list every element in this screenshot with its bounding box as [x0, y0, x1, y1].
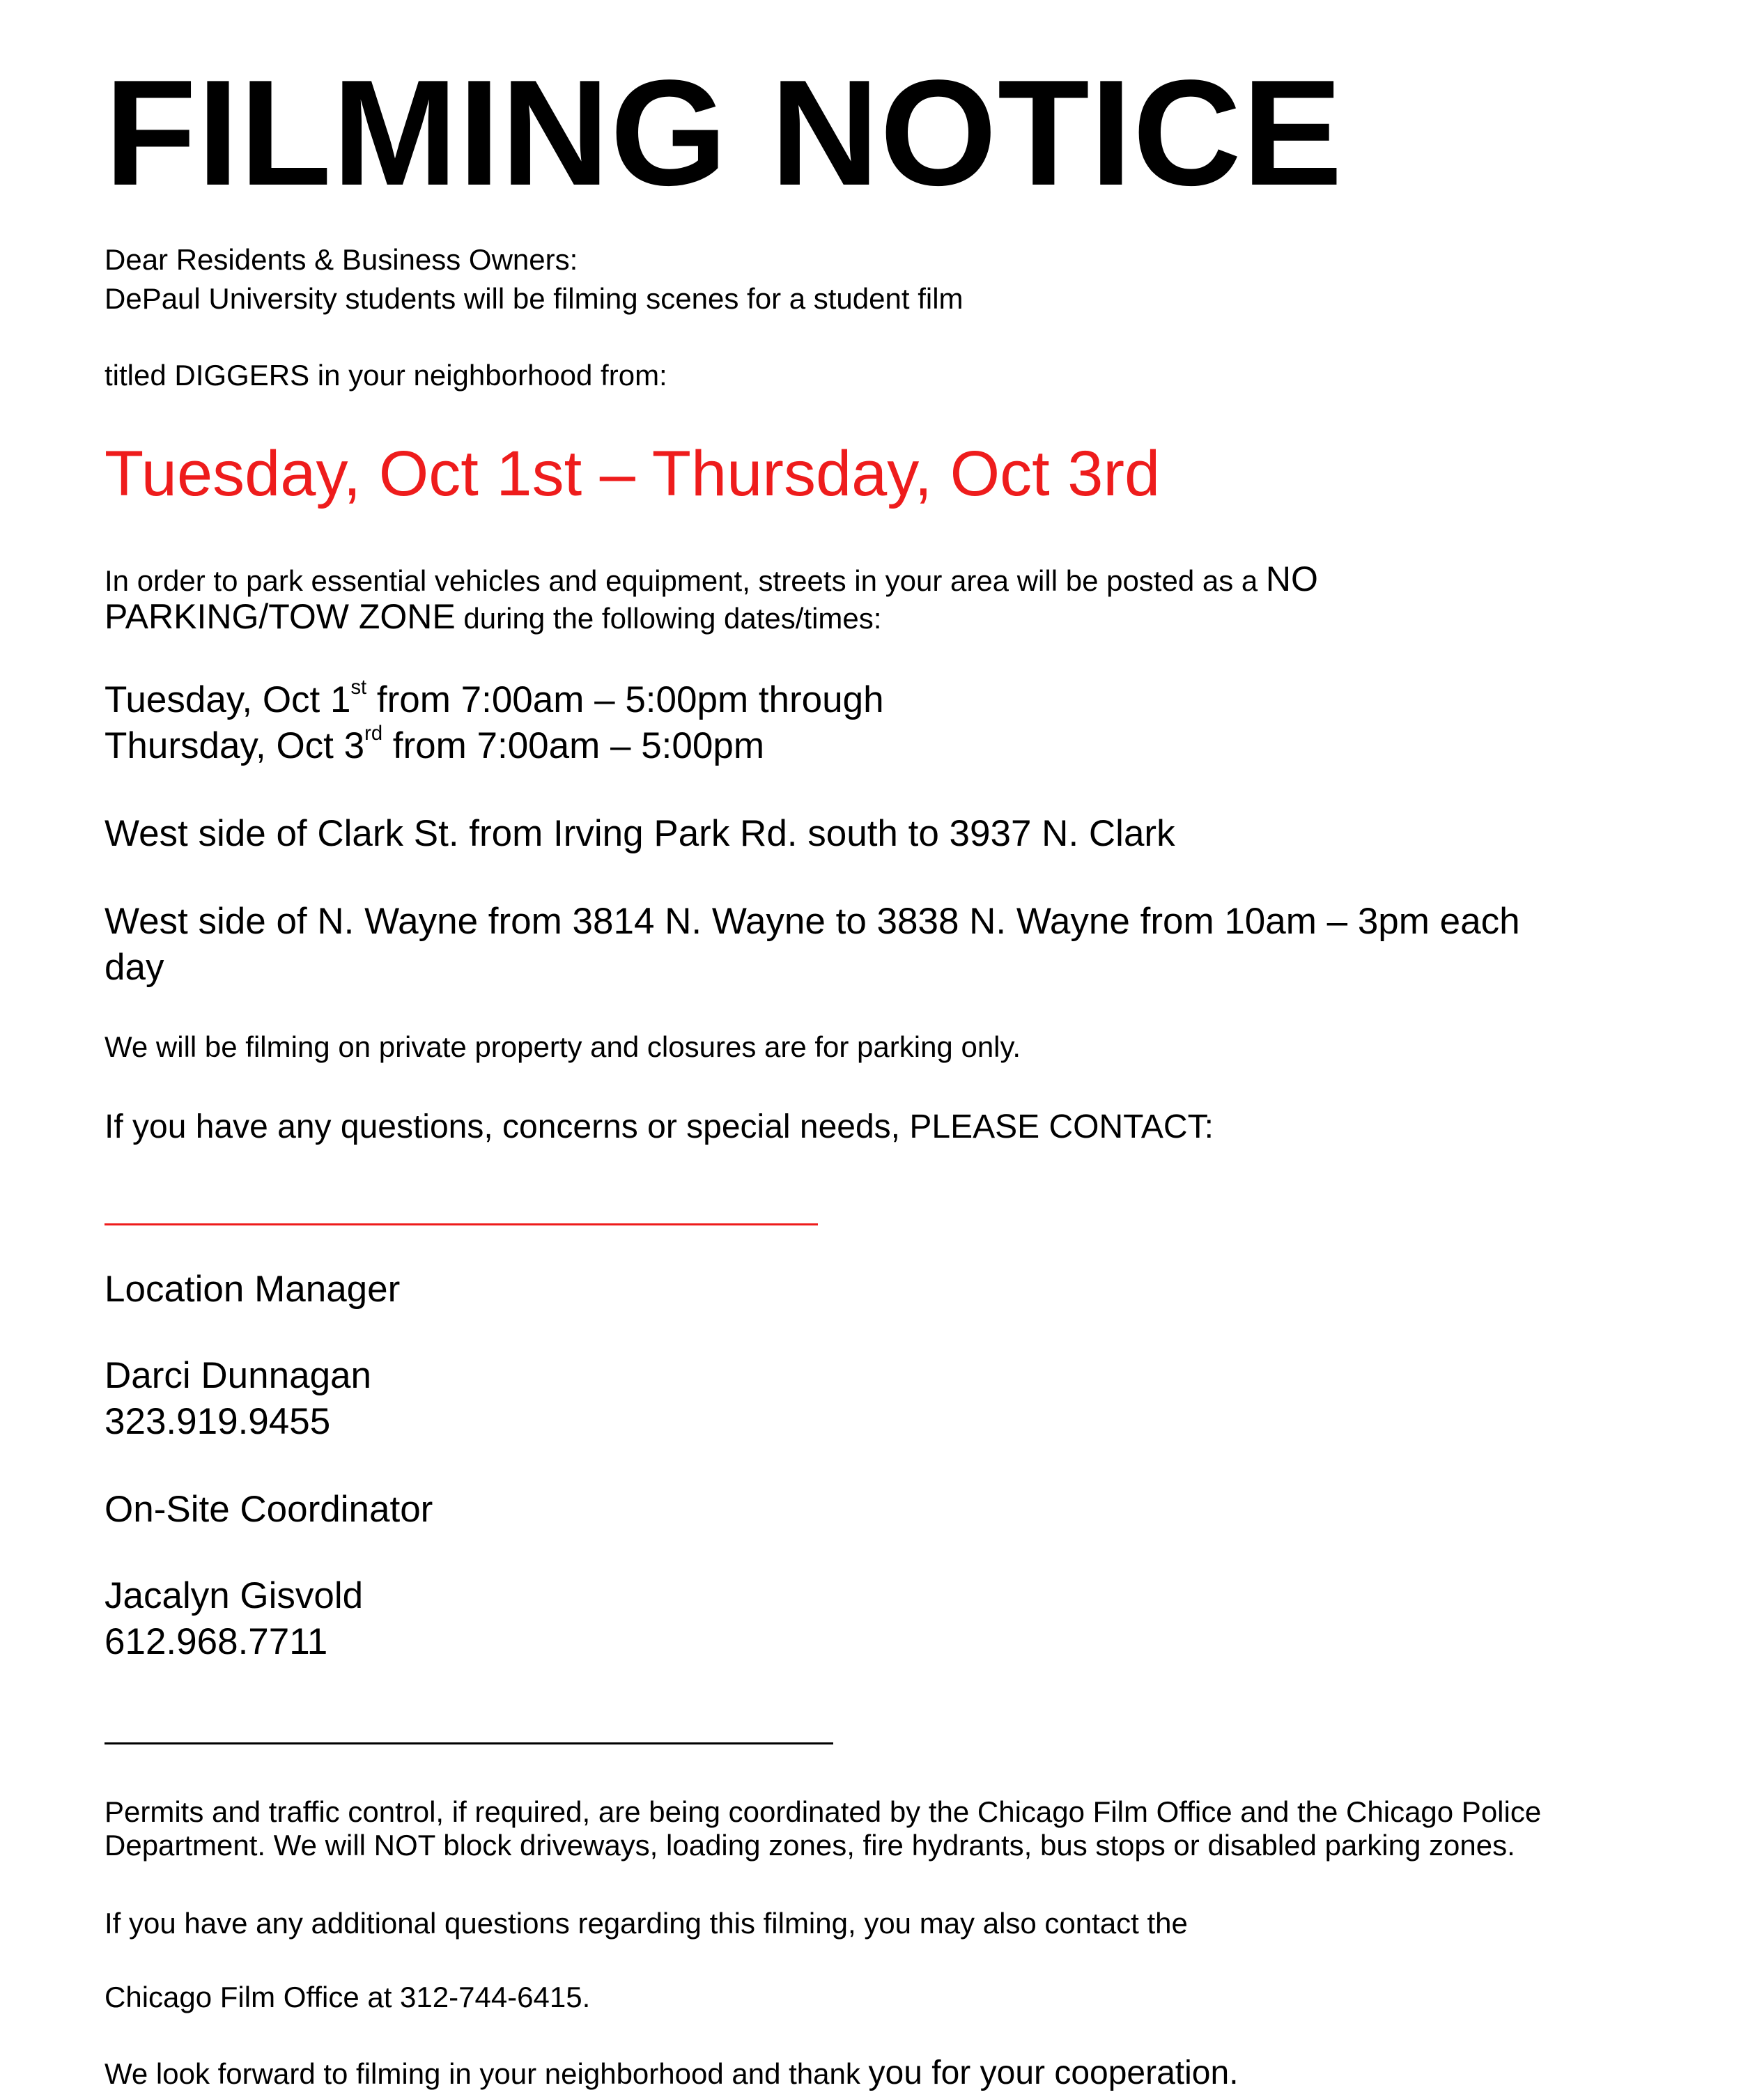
- schedule-2-day: Thursday, Oct 3: [105, 725, 365, 766]
- contact-name-1: Darci Dunnagan: [105, 1355, 372, 1396]
- film-office-contact: Chicago Film Office at 312-744-6415.: [105, 1981, 591, 2013]
- tow-zone-emphasis: PARKING/TOW ZONE: [105, 597, 456, 636]
- schedule-1-times: from 7:00am – 5:00pm through: [376, 679, 884, 720]
- additional-questions: If you have any additional questions regarding this filming, you may also contact the: [105, 1907, 1188, 1940]
- parking-line-1: [105, 559, 1318, 598]
- closing-thanks-text: We look forward to filming in your neighborhood and thank: [105, 2057, 860, 2090]
- contact-phone-1: 323.919.9455: [105, 1401, 331, 1442]
- schedule-1-day: Tuesday, Oct 1: [105, 679, 351, 720]
- location-clark: West side of Clark St. from Irving Park Rd. south to 3937 N. Clark: [105, 813, 1175, 854]
- closing-thanks-end: you for your cooperation.: [868, 2055, 1239, 2091]
- contact-role-2: On-Site Coordinator: [105, 1489, 433, 1530]
- intro-line-1: DePaul University students will be filming scenes for a student film: [105, 282, 964, 315]
- schedule-2-times: from 7:00am – 5:00pm: [392, 725, 764, 766]
- contact-name-2: Jacalyn Gisvold: [105, 1575, 364, 1616]
- greeting: Dear Residents & Business Owners:: [105, 243, 578, 276]
- red-divider: [105, 1223, 818, 1225]
- closing-thanks: [105, 2057, 1239, 2090]
- permits-line-2: Department. We will NOT block driveways, loading zones, fire hydrants, bus stops or disabled parking zones.: [105, 1829, 1515, 1862]
- schedule-line-1: [105, 676, 884, 720]
- intro-line-2: titled DIGGERS in your neighborhood from:: [105, 359, 667, 392]
- schedule-line-2: [105, 722, 764, 766]
- location-wayne-line-1: West side of N. Wayne from 3814 N. Wayne to 3838 N. Wayne from 10am – 3pm each: [105, 901, 1520, 942]
- parking-line-2: [105, 599, 881, 634]
- schedule-1-ordinal: st: [350, 676, 367, 699]
- filming-date-range: Tuesday, Oct 1st – Thursday, Oct 3rd: [105, 438, 1161, 509]
- parking-line-1-text: In order to park essential vehicles and equipment, streets in your area will be posted as a: [105, 564, 1258, 597]
- private-property-note: We will be filming on private property and closures are for parking only.: [105, 1030, 1021, 1063]
- parking-line-2-text: during the following dates/times:: [463, 602, 882, 635]
- notice-title: FILMING NOTICE: [105, 48, 1343, 217]
- contact-role-1: Location Manager: [105, 1269, 401, 1310]
- schedule-2-ordinal: rd: [364, 722, 383, 745]
- location-wayne-line-2: day: [105, 947, 164, 988]
- contact-prompt: If you have any questions, concerns or special needs, PLEASE CONTACT:: [105, 1108, 1214, 1145]
- contact-phone-2: 612.968.7711: [105, 1621, 328, 1662]
- black-divider: [105, 1742, 833, 1744]
- permits-line-1: Permits and traffic control, if required, are being coordinated by the Chicago Film Office and the Chicago Police: [105, 1795, 1542, 1828]
- no-parking-emphasis: NO: [1265, 559, 1318, 598]
